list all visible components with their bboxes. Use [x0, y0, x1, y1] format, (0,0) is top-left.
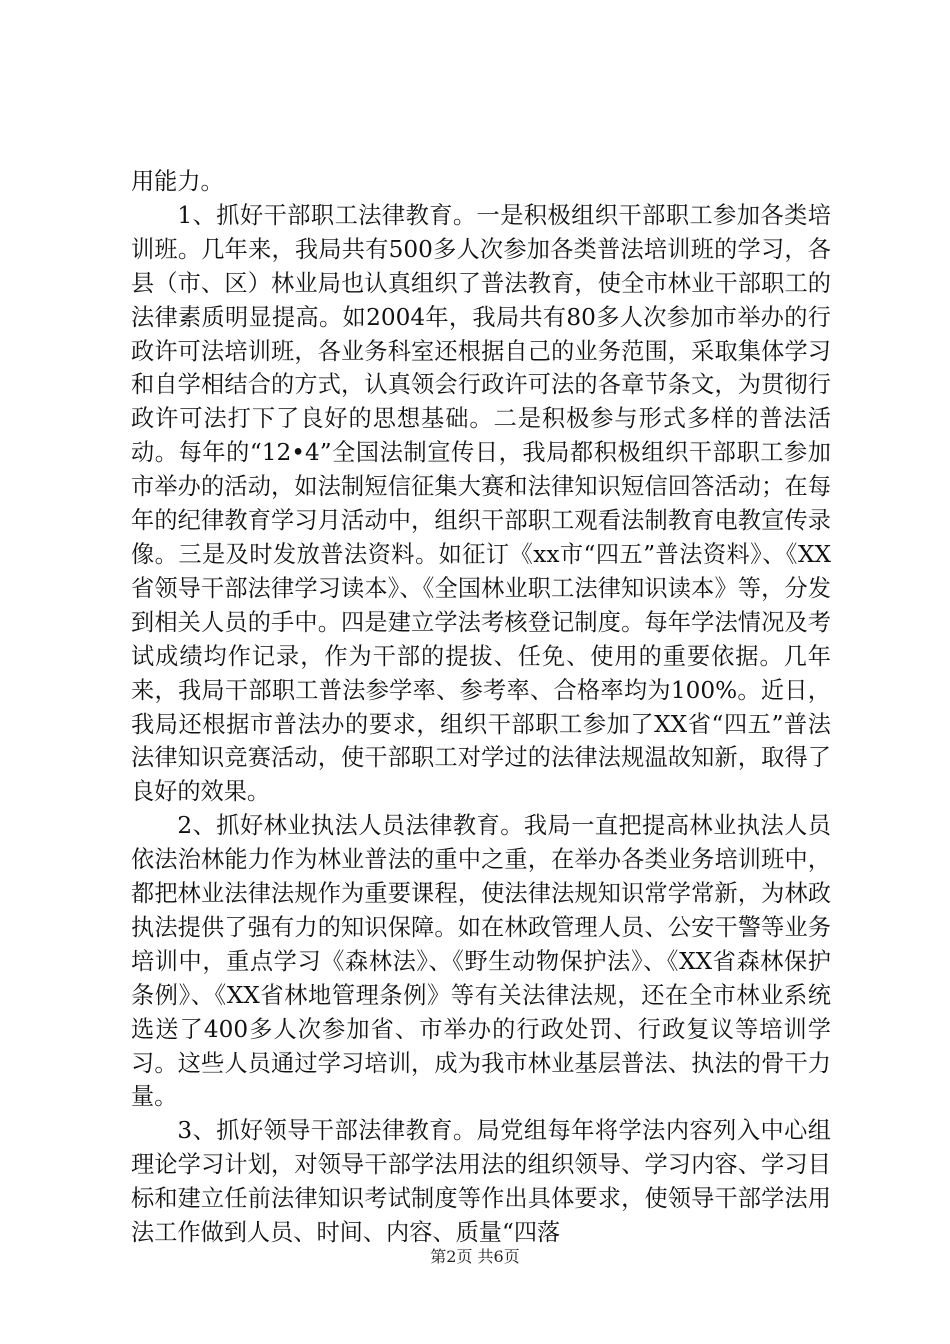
page-number-footer: 第2页 共6页 — [430, 1247, 520, 1266]
paragraph-staff-legal-education: 1、抓好干部职工法律教育。一是积极组织干部职工参加各类培训班。几年来，我局共有500多人次参加各类普法培训班的学习，各县（市、区）林业局也认真组织了普法教育，使全市林业干部职工的法律素质明显提高。如2004年，我局共有80多人次参加市举办的行政许可法培训班，各业务科室还根据自己的业务范围，采取集体学习和自学相结合的方式，认真领会行政许可法的各章节条文，为贯彻行政许可法打下了良好的思想基础。二是积极参与形式多样的普法活动。每年的“12•4”全国法制宣传日，我局都积极组织干部职工参加市举办的活动，如法制短信征集大赛和法律知识短信回答活动；在每年的纪律教育学习月活动中，组织干部职工观看法制教育电教宣传录像。三是及时发放普法资料。如征订《xx市“四五”普法资料》、《XX省领导干部法律学习读本》、《全国林业职工法律知识读本》等，分发到相关人员的手中。四是建立学法考核登记制度。每年学法情况及考试成绩均作记录，作为干部的提拔、任免、使用的重要依据。几年来，我局干部职工普法参学率、参考率、合格率均为100%。近日，我局还根据市普法办的要求，组织干部职工参加了XX省“四五”普法法律知识竞赛活动，使干部职工对学过的法律法规温故知新，取得了良好的效果。 — [131, 201, 831, 806]
document-body — [131, 165, 831, 1250]
paragraph-leadership-education: 3、抓好领导干部法律教育。局党组每年将学法内容列入中心组理论学习计划，对领导干部学法用法的组织领导、学习内容、学习目标和建立任前法律知识考试制度等作出具体要求，使领导干部学法用法工作做到人员、时间、内容、质量“四落 — [131, 1117, 831, 1247]
paragraph-law-enforcement-education: 2、抓好林业执法人员法律教育。我局一直把提高林业执法人员依法治林能力作为林业普法的重中之重，在举办各类业务培训班中，都把林业法律法规作为重要课程，使法律法规知识常学常新，为林政执法提供了强有力的知识保障。如在林政管理人员、公安干警等业务培训中，重点学习《森林法》、《野生动物保护法》、《XX省森林保护条例》、《XX省林地管理条例》等有关法律法规，还在全市林业系统选送了400多人次参加省、市举办的行政处罚、行政复议等培训学习。这些人员通过学习培训，成为我市林业基层普法、执法的骨干力量。 — [131, 812, 831, 1111]
paragraph-continuation: 用能力。 — [131, 168, 224, 195]
